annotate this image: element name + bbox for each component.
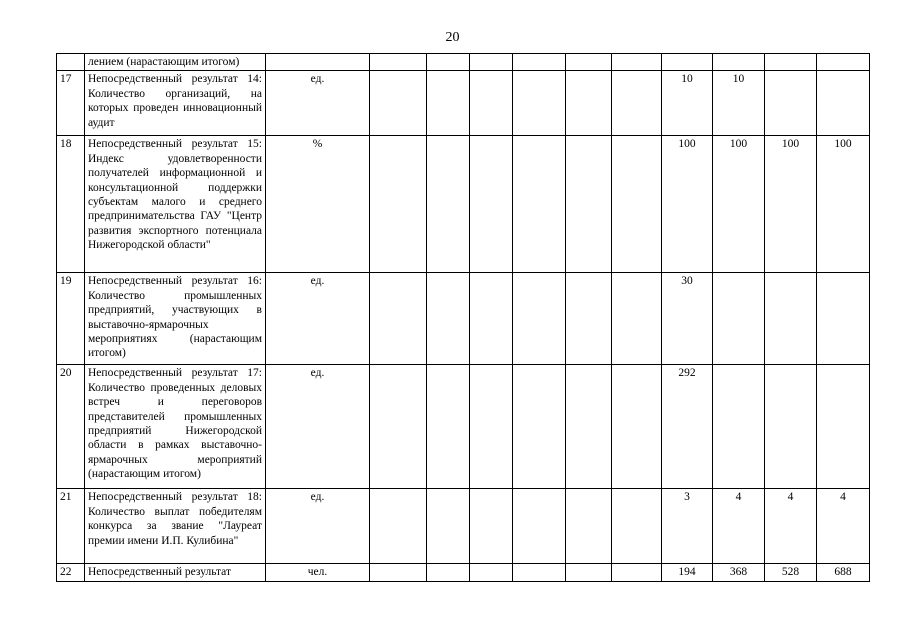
row-number: 19 [57, 273, 85, 365]
empty-cell [370, 564, 427, 581]
row-unit: ед. [266, 273, 370, 365]
empty-cell [513, 564, 566, 581]
empty-cell [427, 365, 470, 489]
value-cell [713, 54, 765, 71]
value-cell: 100 [765, 136, 817, 273]
table-row [57, 489, 870, 564]
row-description: Непосредственный результат 17: Количество проведенных деловых встреч и переговоров представителей промышленных предприятий Нижегородской области в рамках выставочно-ярмарочных мероприятий (нарастающим итогом) [85, 365, 266, 489]
table-row [57, 71, 870, 136]
empty-cell [370, 365, 427, 489]
row-number: 18 [57, 136, 85, 273]
value-cell: 4 [713, 489, 765, 564]
row-unit: % [266, 136, 370, 273]
empty-cell [470, 489, 513, 564]
row-unit [266, 54, 370, 71]
empty-cell [370, 136, 427, 273]
row-description: Непосредственный результат 16: Количество промышленных предприятий, участвующих в выставочно-ярмарочных мероприятиях (нарастающим итогом) [85, 273, 266, 365]
value-cell: 30 [662, 273, 713, 365]
empty-cell [470, 365, 513, 489]
value-cell: 100 [817, 136, 870, 273]
empty-cell [470, 564, 513, 581]
row-number: 20 [57, 365, 85, 489]
row-number: 21 [57, 489, 85, 564]
empty-cell [566, 564, 612, 581]
value-cell: 688 [817, 564, 870, 581]
row-description: Непосредственный результат 18: Количество выплат победителям конкурса за звание "Лауреат премии имени И.П. Кулибина" [85, 489, 266, 564]
empty-cell [370, 489, 427, 564]
empty-cell [427, 136, 470, 273]
row-description: лением (нарастающим итогом) [85, 54, 266, 71]
row-number: 17 [57, 71, 85, 136]
value-cell: 10 [662, 71, 713, 136]
empty-cell [427, 273, 470, 365]
value-cell [817, 273, 870, 365]
table-row [57, 365, 870, 489]
empty-cell [470, 273, 513, 365]
empty-cell [566, 71, 612, 136]
value-cell: 100 [662, 136, 713, 273]
empty-cell [370, 54, 427, 71]
value-cell: 10 [713, 71, 765, 136]
empty-cell [612, 365, 662, 489]
value-cell: 528 [765, 564, 817, 581]
empty-cell [427, 54, 470, 71]
empty-cell [513, 136, 566, 273]
empty-cell [427, 489, 470, 564]
value-cell [817, 365, 870, 489]
empty-cell [612, 489, 662, 564]
empty-cell [470, 54, 513, 71]
indicator-table [56, 53, 870, 582]
value-cell [765, 71, 817, 136]
empty-cell [566, 489, 612, 564]
row-unit: ед. [266, 489, 370, 564]
value-cell: 100 [713, 136, 765, 273]
empty-cell [513, 365, 566, 489]
empty-cell [470, 71, 513, 136]
empty-cell [370, 273, 427, 365]
empty-cell [612, 564, 662, 581]
row-description: Непосредственный результат 15: Индекс удовлетворенности получателей информационной и консультационной поддержки субъектам малого и среднего предпринимательства ГАУ "Центр развития экспортного потенциала Нижегородской области" [85, 136, 266, 273]
value-cell [765, 365, 817, 489]
row-number [57, 54, 85, 71]
empty-cell [566, 136, 612, 273]
empty-cell [566, 365, 612, 489]
value-cell: 194 [662, 564, 713, 581]
table-row [57, 54, 870, 71]
table-row [57, 273, 870, 365]
empty-cell [427, 564, 470, 581]
value-cell [817, 71, 870, 136]
empty-cell [612, 71, 662, 136]
row-unit: чел. [266, 564, 370, 581]
value-cell: 368 [713, 564, 765, 581]
empty-cell [612, 136, 662, 273]
empty-cell [566, 273, 612, 365]
value-cell: 4 [765, 489, 817, 564]
empty-cell [513, 273, 566, 365]
row-number: 22 [57, 564, 85, 581]
table-row [57, 564, 870, 581]
empty-cell [612, 273, 662, 365]
value-cell [662, 54, 713, 71]
value-cell: 4 [817, 489, 870, 564]
value-cell: 292 [662, 365, 713, 489]
empty-cell [370, 71, 427, 136]
table-row [57, 136, 870, 273]
empty-cell [566, 54, 612, 71]
value-cell [765, 54, 817, 71]
row-description: Непосредственный результат 14: Количество организаций, на которых проведен инновационный аудит [85, 71, 266, 136]
empty-cell [612, 54, 662, 71]
empty-cell [513, 54, 566, 71]
row-unit: ед. [266, 365, 370, 489]
value-cell [713, 273, 765, 365]
empty-cell [470, 136, 513, 273]
value-cell: 3 [662, 489, 713, 564]
row-description: Непосредственный результат [85, 564, 266, 581]
value-cell [765, 273, 817, 365]
row-unit: ед. [266, 71, 370, 136]
empty-cell [513, 489, 566, 564]
value-cell [713, 365, 765, 489]
empty-cell [427, 71, 470, 136]
value-cell [817, 54, 870, 71]
empty-cell [513, 71, 566, 136]
page-number: 20 [445, 30, 460, 45]
